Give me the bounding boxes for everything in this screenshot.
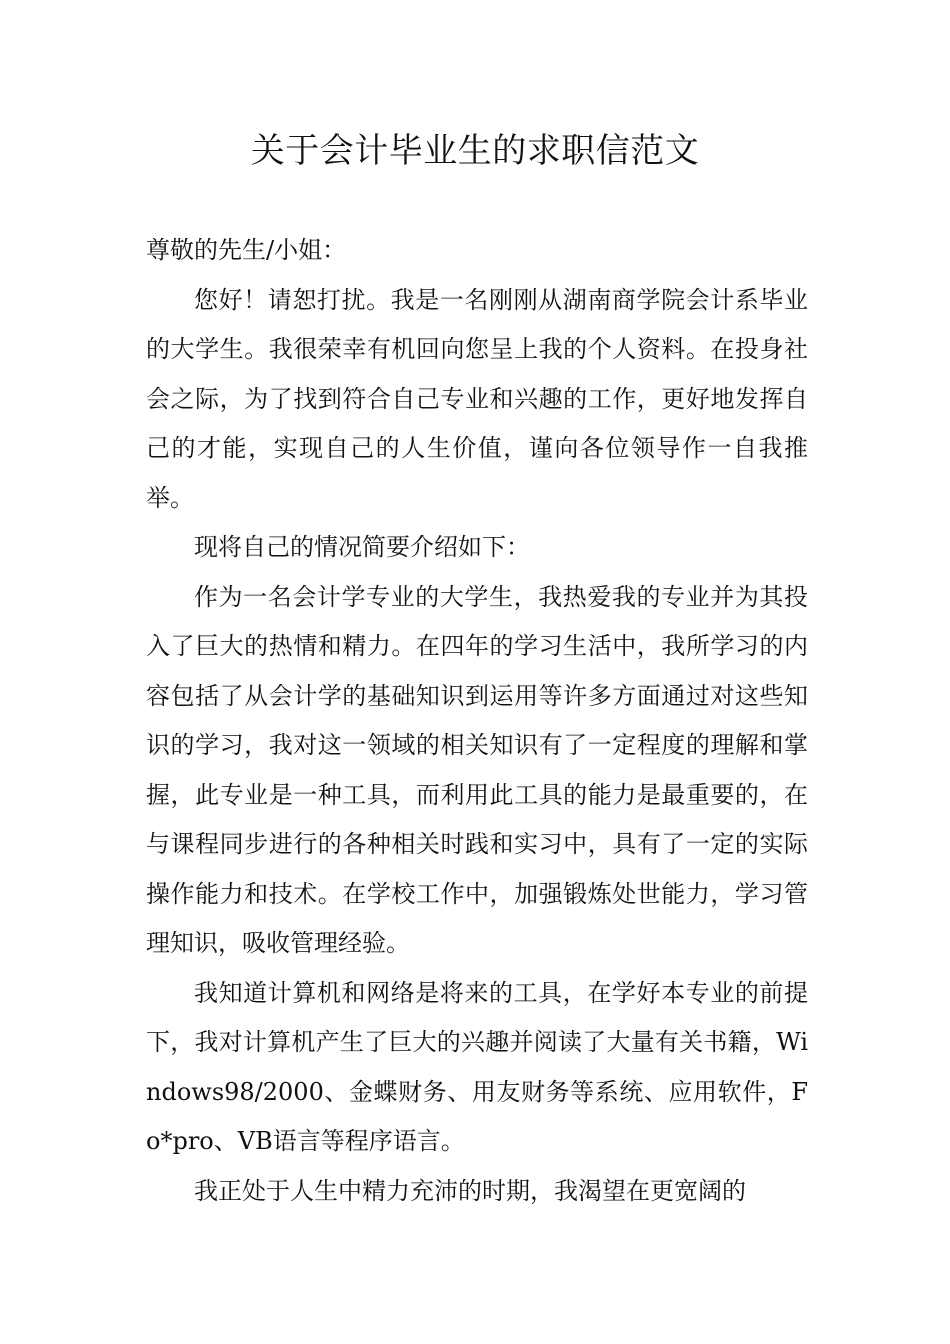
- paragraph-computer-skills: 我知道计算机和网络是将来的工具，在学好本专业的前提下，我对计算机产生了巨大的兴趣并阅读了大量有关书籍，Windows98/2000、金蝶财务、用友财务等系统、应用软件，Fo*pro、VB语言等程序语言。: [146, 978, 808, 1155]
- paragraph-education: 作为一名会计学专业的大学生，我热爱我的专业并为其投入了巨大的热情和精力。在四年的学习生活中，我所学习的内容包括了从会计学的基础知识到运用等许多方面通过对这些知识的学习，我对这一领域的相关知识有了一定程度的理解和掌握，此专业是一种工具，而利用此工具的能力是最重要的，在与课程同步进行的各种相关时践和实习中，具有了一定的实际操作能力和技术。在学校工作中，加强锻炼处世能力，学习管理知识，吸收管理经验。: [146, 582, 808, 957]
- paragraph-greeting: 您好！请恕打扰。我是一名刚刚从湖南商学院会计系毕业的大学生。我很荣幸有机回向您呈上我的个人资料。在投身社会之际，为了找到符合自己专业和兴趣的工作，更好地发挥自己的才能，实现自己的人生价值，谨向各位领导作一自我推举。: [146, 285, 808, 512]
- paragraph-intro: 现将自己的情况简要介绍如下：: [194, 533, 530, 561]
- letter-body: [146, 226, 808, 1216]
- document-title: 关于会计毕业生的求职信范文: [250, 131, 700, 171]
- paragraph-aspiration: 我正处于人生中精力充沛的时期，我渴望在更宽阔的: [194, 1176, 746, 1205]
- salutation: 尊敬的先生/小姐：: [146, 236, 347, 264]
